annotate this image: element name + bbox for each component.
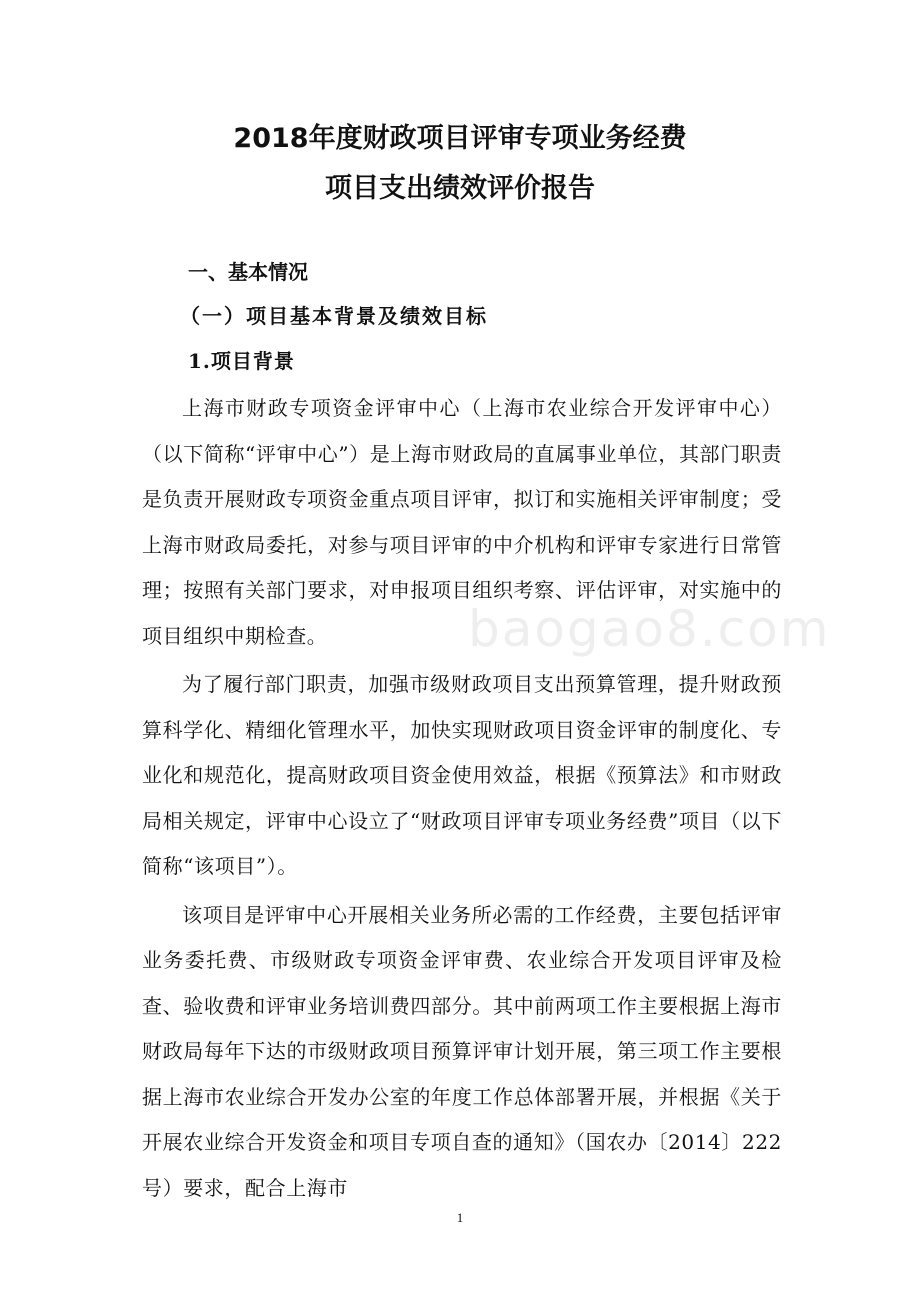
subsubsection-heading-project-background: 1.项目背景 — [188, 349, 295, 373]
paragraph-1: 上海市财政专项资金评审中心（上海市农业综合开发评审中心）（以下简称“评审中心”）是上海市财政局的直属事业单位，其部门职责是负责开展财政专项资金重点项目评审，拟订和实施相关评审制度；受上海市财政局委托，对参与项目评审的中介机构和评审专家进行日常管理；按照有关部门要求，对申报项目组织考察、评估评审，对实施中的项目组织中期检查。 — [142, 396, 782, 648]
section-heading-basic-info: 一、基本情况 — [188, 260, 308, 284]
watermark: baogao8.com — [468, 600, 831, 658]
report-title-line1: 2018年度财政项目评审专项业务经费 — [233, 123, 687, 154]
report-title-line2: 项目支出绩效评价报告 — [325, 173, 595, 204]
paragraph-2: 为了履行部门职责，加强市级财政项目支出预算管理，提升财政预算科学化、精细化管理水平，加快实现财政项目资金评审的制度化、专业化和规范化，提高财政项目资金使用效益，根据《预算法》和市财政局相关规定，评审中心设立了“财政项目评审专项业务经费”项目（以下简称“该项目”）。 — [142, 672, 782, 878]
body-text — [142, 386, 782, 1214]
subsection-heading-background-goals: （一）项目基本背景及绩效目标 — [180, 304, 488, 328]
page-number: 1 — [456, 1210, 464, 1225]
paragraph-3: 该项目是评审中心开展相关业务所必需的工作经费，主要包括评审业务委托费、市级财政专项资金评审费、农业综合开发项目评审及检查、验收费和评审业务培训费四部分。其中前两项工作主要根据上海市财政局每年下达的市级财政项目预算评审计划开展，第三项工作主要根据上海市农业综合开发办公室的年度工作总体部署开展，并根据《关于开展农业综合开发资金和项目专项自查的通知》（国农办〔2014〕222 号）要求，配合上海市 — [142, 902, 782, 1200]
